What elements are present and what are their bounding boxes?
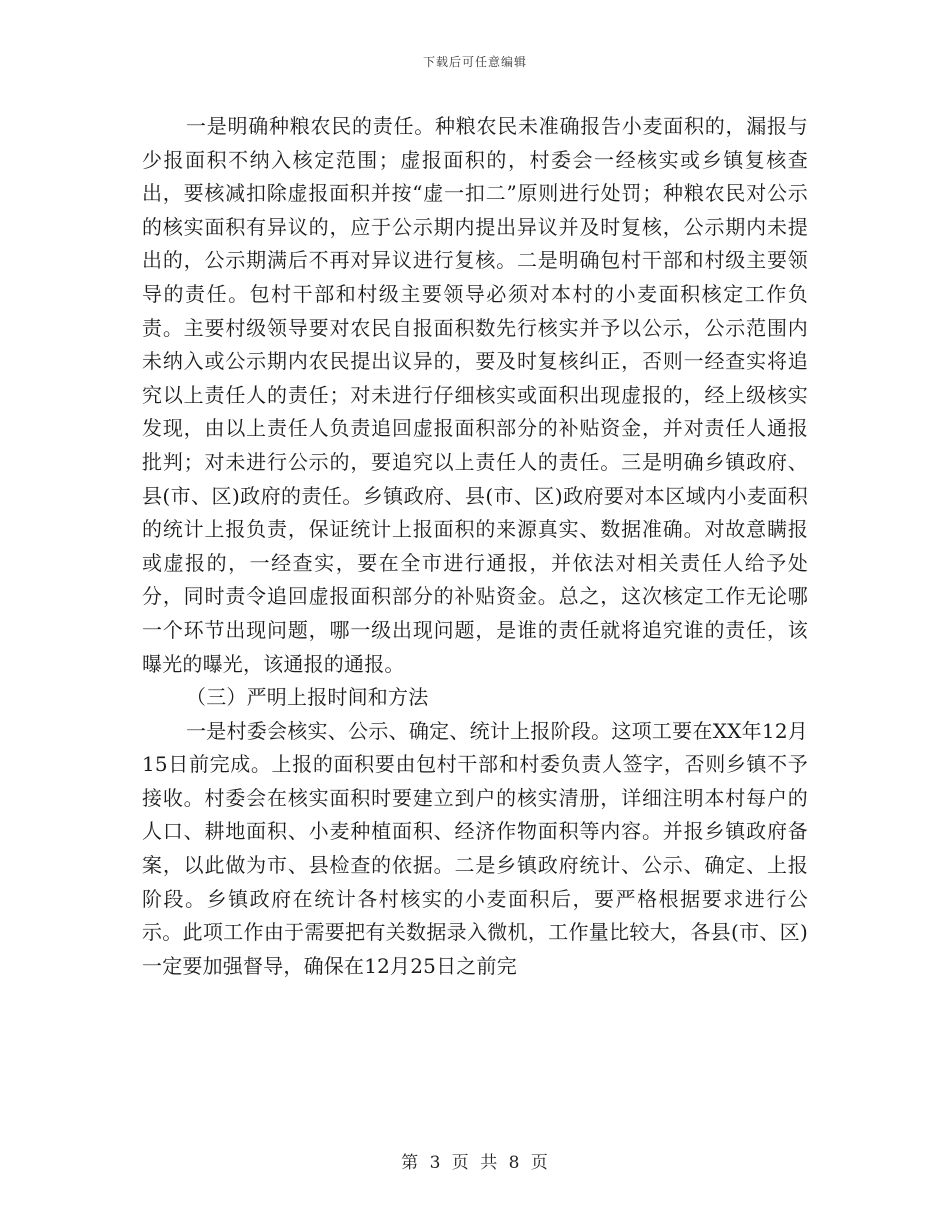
section-heading-reporting: （三）严明上报时间和方法 bbox=[186, 685, 429, 710]
page-footer: 第 3 页 共 8 页 bbox=[401, 1153, 549, 1173]
page-header: 下载后可任意编辑 bbox=[422, 55, 527, 69]
document-body bbox=[142, 110, 808, 983]
paragraph-reporting-stages: 一是村委会核实、公示、确定、统计上报阶段。这项工要在XX年12月15日前完成。上报的面积要由包村干部和村委负责人签字，否则乡镇不予接收。村委会在核实面积时要建立到户的核实清册，详细注明本村每户的人口、耕地面积、小麦种植面积、经济作物面积等内容。并报乡镇政府备案，以此做为市、县检查的依据。二是乡镇政府统计、公示、确定、上报阶段。乡镇政府在统计各村核实的小麦面积后，要严格根据要求进行公示。此项工作由于需要把有关数据录入微机，工作量比较大，各县(市、区)一定要加强督导，确保在12月25日之前完 bbox=[142, 718, 808, 978]
paragraph-responsibilities: 一是明确种粮农民的责任。种粮农民未准确报告小麦面积的，漏报与少报面积不纳入核定范围；虚报面积的，村委会一经核实或乡镇复核查出，要核减扣除虚报面积并按“虚一扣二”原则进行处罚；种粮农民对公示的核实面积有异议的，应于公示期内提出异议并及时复核，公示期内未提出的，公示期满后不再对异议进行复核。二是明确包村干部和村级主要领导的责任。包村干部和村级主要领导必须对本村的小麦面积核定工作负责。主要村级领导要对农民自报面积数先行核实并予以公示，公示范围内未纳入或公示期内农民提出议异的，要及时复核纠正，否则一经查实将追究以上责任人的责任；对未进行仔细核实或面积出现虚报的，经上级核实发现，由以上责任人负责追回虚报面积部分的补贴资金，并对责任人通报批判；对未进行公示的，要追究以上责任人的责任。三是明确乡镇政府、县(市、区)政府的责任。乡镇政府、县(市、区)政府要对本区域内小麦面积的统计上报负责，保证统计上报面积的来源真实、数据准确。对故意瞒报或虚报的，一经查实，要在全市进行通报，并依法对相关责任人给予处分，同时责令追回虚报面积部分的补贴资金。总之，这次核定工作无论哪一个环节出现问题，哪一级出现问题，是谁的责任就将追究谁的责任，该曝光的曝光，该通报的通报。 bbox=[142, 114, 808, 676]
